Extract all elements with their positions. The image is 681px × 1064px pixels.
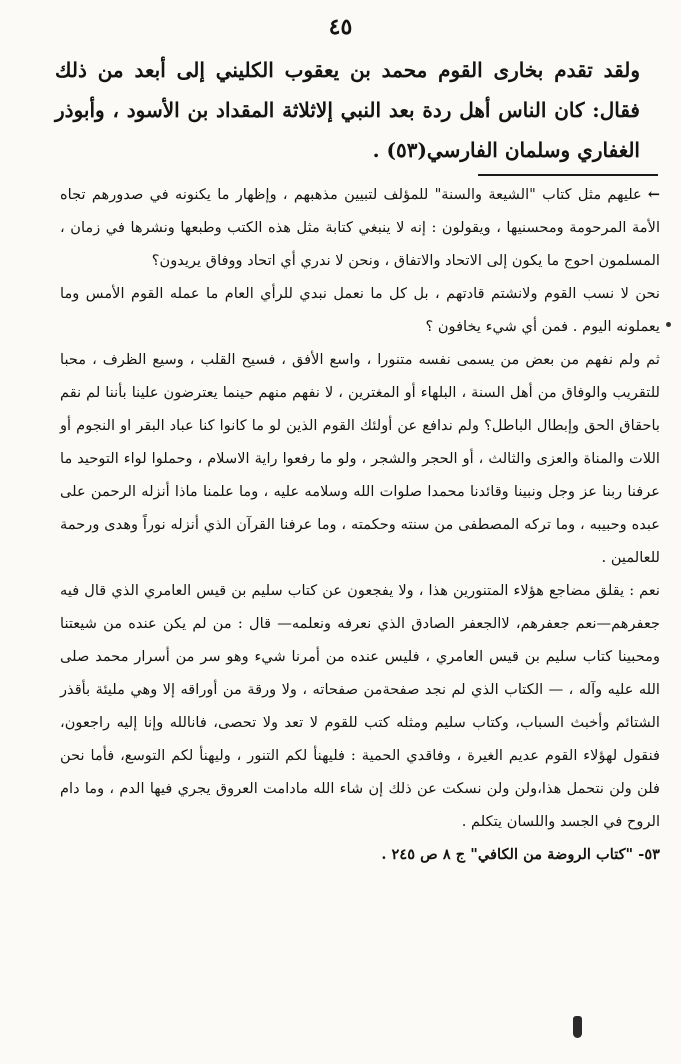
footnote-53: ٥٣- "كتاب الروضة من الكافي" ج ٨ ص ٢٤٥ . [381, 846, 660, 863]
page-number: ٤٥ [328, 14, 353, 40]
note-paragraph-4: نعم : يقلق مضاجع هؤلاء المتنورين هذا ، ولا يفجعون عن كتاب سليم بن قيس العامري الذي قال فيه جعفرهم—نعم جعفرهم، لاالجعفر الصادق الذي نعرفه ونعلمه— قال : من لم يكن عنده من شيعتنا ومحبينا كتاب سليم بن قيس العامري ، فليس عنده من أمرنا شيء وهو سر من أسرار محمد صلى الله عليه وآله ، — الكتاب الذي لم نجد صفحةمن صفحاته ، ولا ورقة من أوراقه إلا وهي مليئة بأقذر الشتائم وأخبث السباب، وكتاب سليم ومثله كتب للقوم لا تعد ولا تحصى، فانالله وإنا إليه راجعون، فنقول لهؤلاء القوم عديم الغيرة ، وفاقدي الحمية : فليهنأ لكم التنور ، وليهنأ لكم التوسع، فأما نحن فلن ولن نتحمل هذا،ولن ولن نسكت عن ذلك إن شاء الله مادامت العروق يجري فيها الدم ، وما دام الروح في الجسد واللسان يتكلم . [60, 582, 660, 830]
note-paragraph-3: ثم ولم نفهم من بعض من يسمى نفسه متنورا ، واسع الأفق ، فسيح القلب ، وسيع الظرف ، محبا للتقريب والوفاق من أهل السنة ، البلهاء أو المغترين ، لا نفهم منهم حينما يعترضون علينا بأننا لم نقم باحقاق الحق وإبطال الباطل؟ ولم ندافع عن أولئك القوم الذين لو ما كانوا كنا عباد البقر او النجوم أو اللات والمناة والعزى والثالث ، أو الحجر والشجر ، ولو ما رفعوا راية الاسلام ، وحملوا لواء التوحيد ما عرفنا ربنا عز وجل ونبينا وقائدنا محمدا صلوات الله وسلامه عليه ، وما علمنا ماذا أنزله الرحمن على عبده وحبيبه ، وما تركه المصطفى من سنته وحكمته ، وما عرفنا القرآن الذي أنزله نوراً وهدى ورحمة للعالمين . [60, 351, 660, 566]
note-paragraph-1 [60, 178, 660, 277]
main-text: ولقد تقدم بخارى القوم محمد بن يعقوب الكليني إلى أبعد من ذلك فقال: كان الناس أهل ردة بعد النبي إلاثلاثة المقداد بن الأسود ، وأبوذر الغفاري وسلمان الفارسي(٥٣) . [55, 58, 640, 162]
note-paragraph-2: نحن لا نسب القوم ولانشتم قادتهم ، بل كل ما نعمل نبدي للرأي العام ما عمله القوم الأمس وما يعملونه اليوم . فمن أي شيء يخافون ؟ [60, 285, 660, 335]
footnote-separator [478, 174, 658, 176]
continuation-arrow-icon: ← [647, 186, 660, 203]
note-paragraph-1-text: عليهم مثل كتاب "الشيعة والسنة" للمؤلف لتبيين مذهبهم ، وإظهار ما يكنونه في صدورهم تجاه الأمة المرحومة ومحسنيها ، ويقولون : إنه لا ينبغي كتابة مثل هذه الكتب وطبعها ونشرها في زمان ، المسلمون احوج ما يكون إلى الاتحاد والاتفاق ، ونحن لا ندري أي اتحاد ووفاق يريدون؟ [60, 186, 660, 269]
main-paragraph [55, 50, 640, 170]
page-smudge-mark [573, 1016, 582, 1038]
footnotes-section [60, 178, 660, 871]
margin-dot [666, 322, 671, 327]
